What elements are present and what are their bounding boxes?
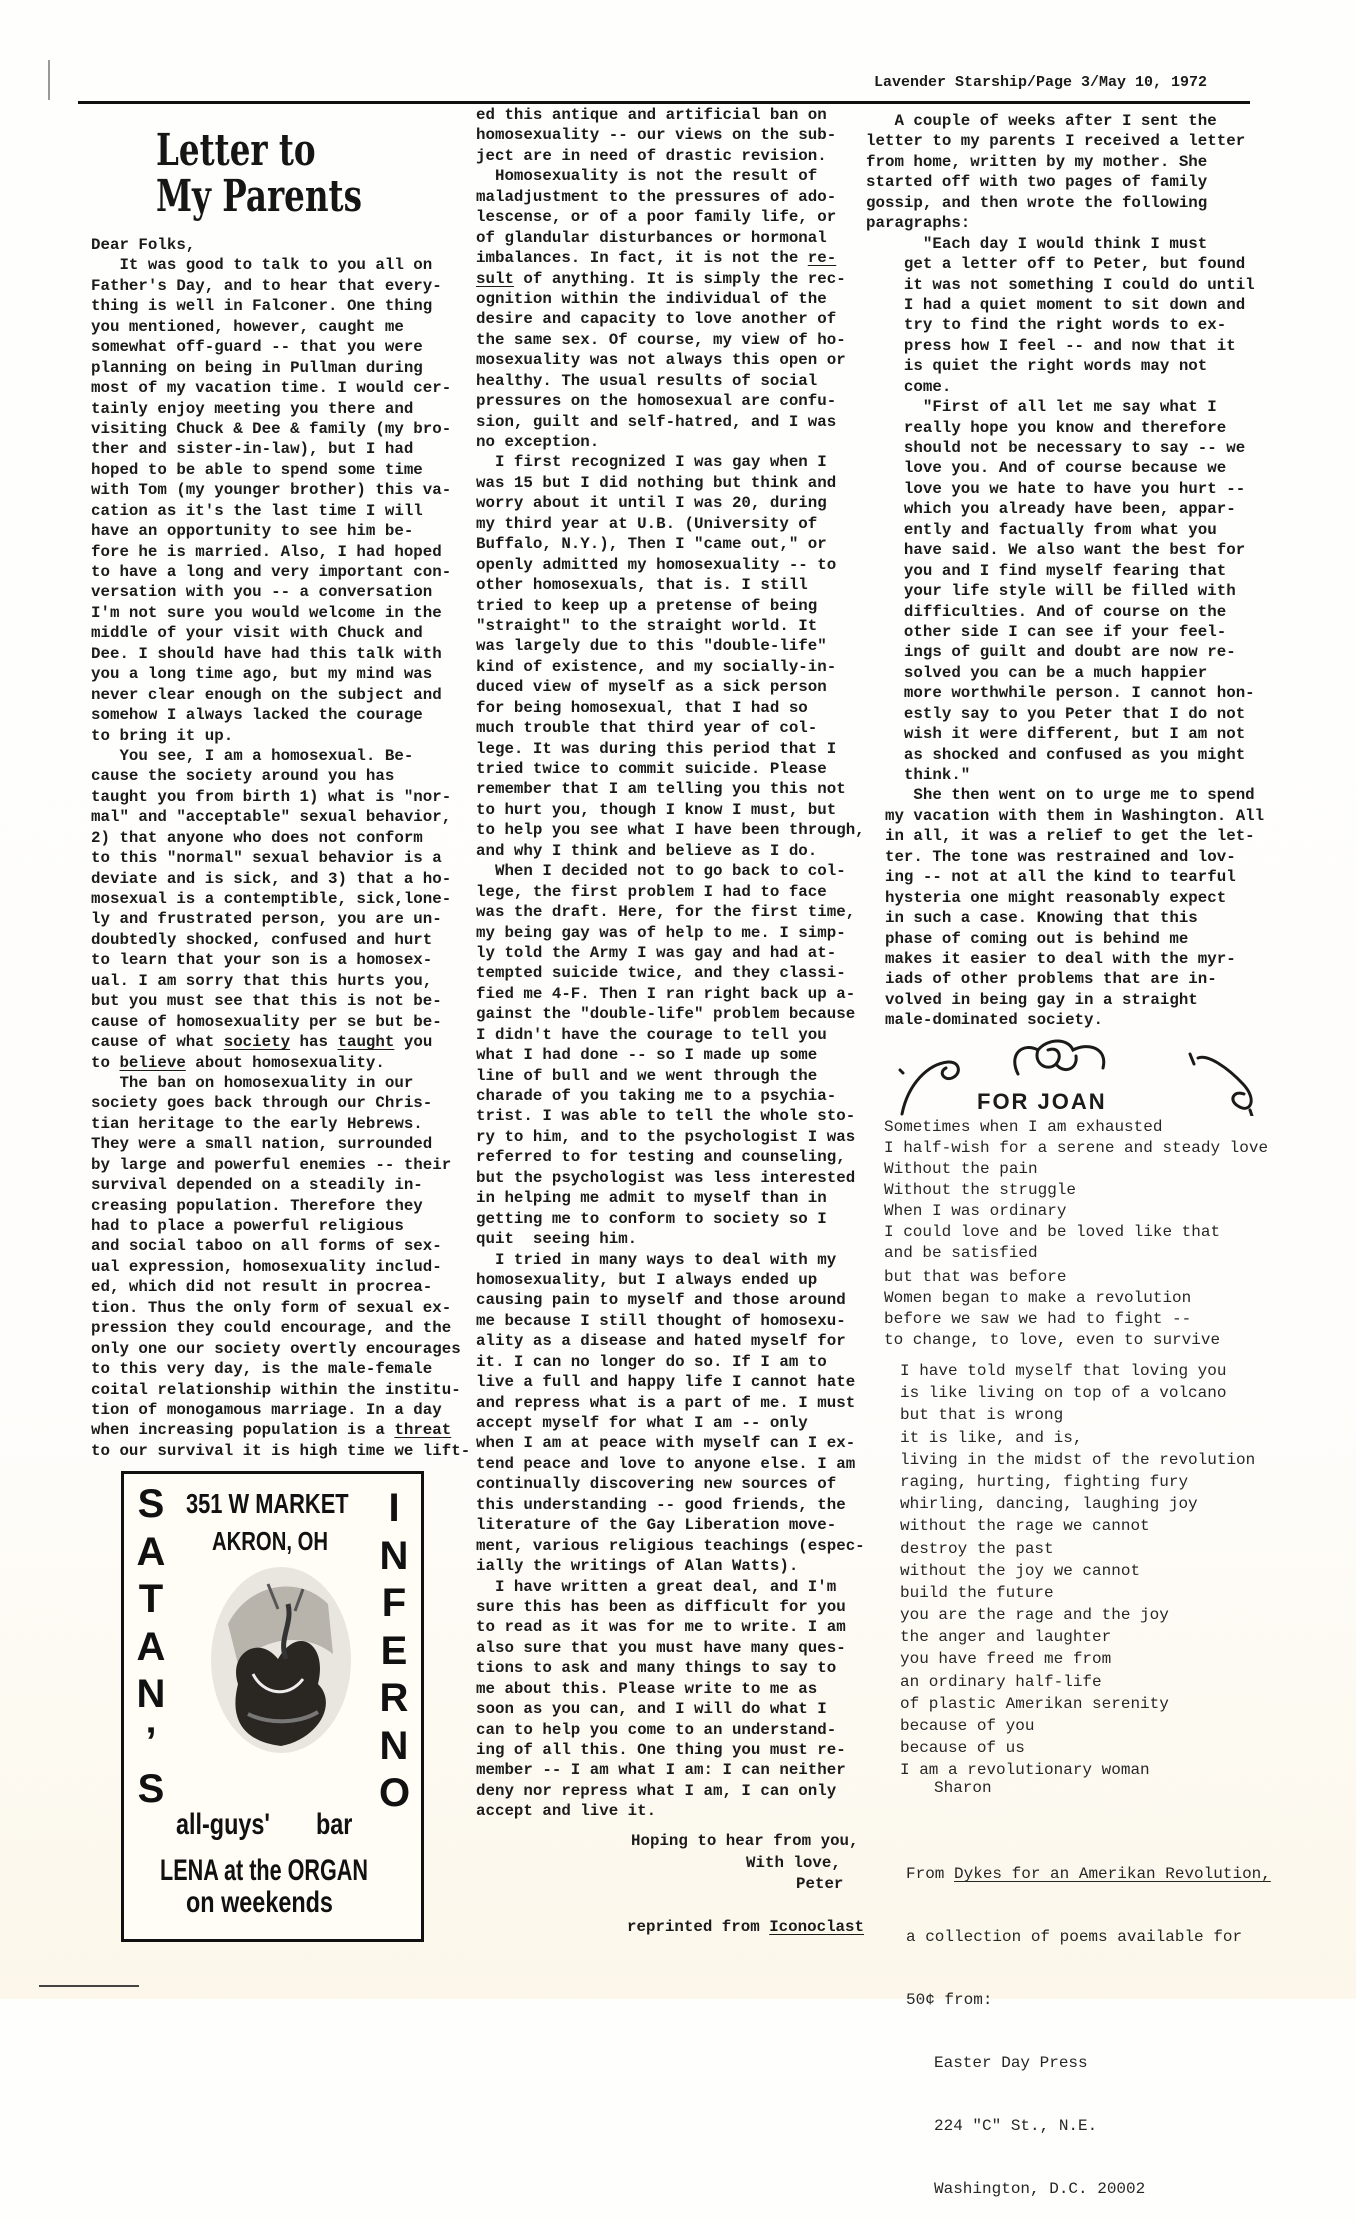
reply-line: male-dominated society.: [866, 1011, 1103, 1030]
poem-line: because of us: [900, 1739, 1025, 1758]
letter-line: tried twice to commit suicide. Please: [476, 760, 827, 778]
letter-line: I first recognized I was gay when I: [476, 453, 827, 472]
letter-line: to this "normal" sexual behavior is a: [91, 849, 442, 868]
underlined-word: believe: [119, 1053, 186, 1072]
letter-line: soon as you can, and I will do what I: [476, 1700, 827, 1719]
letter-line: ther and sister-in-law), but I had: [91, 440, 414, 459]
poem-line: Women began to make a revolution: [884, 1289, 1192, 1307]
poem-line: build the future: [900, 1583, 1054, 1602]
ad-left-letter: N: [136, 1672, 166, 1716]
reprint-credit-prefix: reprinted from: [627, 1918, 770, 1936]
reply-line: get a letter off to Peter, but found: [866, 255, 1246, 274]
letter-line: ual. I am sorry that this hurts you,: [91, 971, 433, 990]
ad-left-letter: ’: [145, 1719, 157, 1764]
underlined-word: threat: [394, 1421, 452, 1440]
letter-line: visiting Chuck & Dee & family (my bro-: [91, 419, 452, 438]
letter-line: sure this has been as difficult for you: [476, 1597, 846, 1616]
letter-line: tions to ask and many things to say to: [476, 1659, 837, 1678]
letter-line: tion. Thus the only form of sexual ex-: [91, 1298, 452, 1317]
letter-line: You see, I am a homosexual. Be-: [91, 746, 414, 765]
reply-line: She then went on to urge me to spend: [866, 786, 1255, 805]
ad-left-letter: S: [137, 1767, 165, 1811]
reply-line: come.: [866, 377, 952, 396]
letter-line: hoped to be able to spend some time: [91, 460, 423, 479]
letter-line: society goes back through our Chris-: [91, 1094, 433, 1113]
poem-line: I have told myself that loving you: [900, 1362, 1227, 1380]
poem-line: and be satisfied: [884, 1244, 1038, 1262]
reply-line: ently and factually from what you: [866, 520, 1217, 539]
letter-line: deviate and is sick, and 3) that a ho-: [91, 869, 452, 888]
reply-line: love you we hate to have you hurt --: [866, 479, 1246, 498]
reply-line: estly say to you Peter that I do not: [866, 704, 1246, 723]
ad-street: 351 W MARKET: [186, 1488, 349, 1519]
letter-line: survival depended on a steadily in-: [91, 1176, 423, 1195]
letter-line: versation with you -- a conversation: [91, 583, 433, 602]
letter-line: pression they could encourage, and the: [91, 1319, 452, 1338]
poem-author: Sharon: [934, 1779, 992, 1797]
reply-line: you and I find myself fearing that: [866, 561, 1227, 580]
poem-line: but that was before: [884, 1268, 1067, 1286]
poem-line: because of you: [900, 1717, 1035, 1735]
letter-line: to hurt you, though I know I must, but: [476, 800, 837, 819]
letter-line: was largely due to this "double-life": [476, 637, 827, 656]
letter-line: ly told the Army I was gay and had at-: [476, 943, 837, 962]
letter-line: ual expression, homosexuality includ-: [91, 1257, 442, 1276]
reply-line: phase of coming out is behind me: [866, 929, 1189, 948]
underlined-word: sult: [476, 269, 514, 288]
text-segment: has: [290, 1033, 338, 1052]
letter-line: deny nor repress what I am, I can only: [476, 1781, 837, 1800]
ad-right-letter: E: [380, 1628, 408, 1673]
reply-line: iads of other problems that are in-: [866, 970, 1217, 989]
letter-line: I tried in many ways to deal with my: [476, 1250, 837, 1269]
letter-closing: Hoping to hear from you,: [631, 1832, 859, 1850]
letter-line: tion of monogamous marriage. In a day: [91, 1400, 442, 1419]
letter-line: what I had done -- so I made up some: [476, 1046, 818, 1065]
letter-line: accept myself for what I am -- only: [476, 1414, 808, 1432]
ad-vertical-name-left: [136, 1484, 166, 1817]
reply-line: think.": [866, 766, 971, 784]
letter-line: I'm not sure you would welcome in the: [91, 603, 442, 622]
reply-line: gossip, and then wrote the following: [866, 193, 1208, 212]
letter-line: and social taboo on all forms of sex-: [91, 1237, 442, 1256]
letter-line: to bring it up.: [91, 726, 234, 745]
poem-source-line2: a collection of poems available for: [906, 1928, 1243, 1946]
letter-line: creasing population. Therefore they: [91, 1196, 423, 1215]
poem-line: I am a revolutionary woman: [900, 1761, 1150, 1780]
text-segment: when increasing population is a: [91, 1421, 395, 1440]
ad-tagline-bar: bar: [316, 1808, 353, 1841]
publisher-name: Easter Day Press: [934, 2054, 1088, 2072]
poem-line: without the joy we cannot: [900, 1561, 1141, 1580]
reply-line: in all, it was a relief to get the let-: [866, 827, 1255, 846]
letter-line: have an opportunity to see him be-: [91, 522, 414, 541]
page-edge-mark: [39, 1985, 139, 1987]
letter-line: other homosexuals, that is. I still: [476, 576, 808, 595]
letter-line: lescense, or of a poor family life, or: [476, 208, 837, 227]
poem-title: FOR JOAN: [977, 1089, 1107, 1114]
letter-line: When I decided not to go back to col-: [476, 862, 846, 881]
letter-line: to learn that your son is a homosex-: [91, 951, 433, 970]
article-title-line2: My Parents: [156, 171, 362, 222]
letter-line: [91, 1420, 470, 1440]
reply-line: from home, written by my mother. She: [866, 152, 1208, 171]
reply-line: in such a case. Knowing that this: [866, 909, 1198, 928]
letter-line: [91, 1032, 470, 1052]
text-segment: of anything. It is simply the rec-: [513, 269, 846, 288]
letter-line: this understanding -- good friends, the: [476, 1495, 846, 1514]
poem-stanza-2: [884, 1267, 1220, 1351]
poem-line: I could love and be loved like that: [884, 1223, 1221, 1241]
letter-line: in helping me admit to myself than in: [476, 1189, 827, 1208]
letter-line: tried to keep up a pretense of being: [476, 596, 818, 615]
reply-line: makes it easier to deal with the myr-: [866, 949, 1236, 968]
reprint-source: Iconoclast: [769, 1918, 864, 1936]
poem-line: you have freed me from: [900, 1650, 1112, 1669]
letter-line: much trouble that third year of col-: [476, 719, 818, 738]
letter-line: duced view of myself as a sick person: [476, 678, 827, 697]
letter-line: I have written a great deal, and I'm: [476, 1577, 837, 1596]
reply-line: started off with two pages of family: [866, 173, 1208, 192]
letter-line: planning on being in Pullman during: [91, 358, 423, 377]
letter-line: ment, various religious teachings (espec-: [476, 1536, 865, 1555]
masthead: Lavender Starship/Page 3/May 10, 1972: [874, 74, 1208, 91]
reply-line: ing -- not at all the kind to tearful: [866, 868, 1236, 887]
letter-line: literature of the Gay Liberation move-: [476, 1516, 837, 1535]
letter-line: quit seeing him.: [476, 1230, 638, 1249]
letter-line: ry to him, and to the psychologist I was: [476, 1127, 856, 1146]
reply-line: wish it were different, but I am not: [866, 725, 1246, 744]
reply-line: as shocked and confused as you might: [866, 745, 1246, 764]
letter-line: no exception.: [476, 433, 600, 451]
header-rule: [78, 101, 1250, 104]
reply-line: other side I can see if your feel-: [866, 622, 1227, 641]
letter-column-2: [476, 105, 865, 1822]
reply-line: try to find the right words to ex-: [866, 316, 1227, 335]
reply-line: difficulties. And of course on the: [866, 602, 1227, 621]
reply-column: [866, 111, 1264, 1031]
letter-line: but you must see that this is not be-: [91, 992, 442, 1011]
letter-line: lege. It was during this period that I: [476, 739, 837, 758]
letter-line: it. I can no longer do so. If I am to: [476, 1352, 827, 1371]
letter-line: [476, 248, 865, 268]
letter-line: by large and powerful enemies -- their: [91, 1155, 452, 1174]
ad-left-letter: S: [137, 1482, 165, 1526]
letter-line: can to help you come to an understand-: [476, 1720, 837, 1739]
letter-line: referred to for testing and counseling,: [476, 1148, 846, 1167]
letter-signature: Peter: [796, 1875, 844, 1893]
ad-right-letter: R: [379, 1676, 409, 1720]
article-title-line1: Letter to: [156, 125, 316, 176]
ad-schedule: on weekends: [186, 1886, 333, 1919]
reply-line: is quiet the right words may not: [866, 357, 1208, 376]
letter-line: live a full and happy life I cannot hate: [476, 1373, 856, 1392]
reply-line: paragraphs:: [866, 214, 971, 233]
poem-line: before we saw we had to fight --: [884, 1310, 1192, 1328]
underlined-word: society: [223, 1033, 291, 1052]
letter-line: and repress what is a part of me. I must: [476, 1393, 856, 1412]
letter-line: middle of your visit with Chuck and: [91, 624, 423, 643]
underlined-word: taught: [337, 1033, 395, 1052]
letter-line: cause of homosexuality per se but be-: [91, 1012, 442, 1031]
letter-column-1: [91, 235, 470, 1461]
poem-line: is like living on top of a volcano: [900, 1384, 1227, 1403]
letter-line: with Tom (my younger brother) this va-: [91, 481, 452, 500]
letter-line: tend peace and love to anyone else. I am: [476, 1454, 856, 1473]
letter-line: ject are in need of drastic revision.: [476, 146, 827, 165]
letter-line: "straight" to the straight world. It: [476, 616, 818, 635]
letter-line: cause the society around you has: [91, 767, 395, 786]
letter-line: line of bull and we went through the: [476, 1066, 818, 1085]
letter-line: mosexuality was not always this open or: [476, 351, 846, 370]
letter-line: ed, which did not result in procrea-: [91, 1278, 433, 1297]
letter-line: fore he is married. Also, I had hoped: [91, 542, 442, 561]
letter-line: ially the writings of Alan Watts).: [476, 1557, 799, 1576]
letter-line: somehow I always lacked the courage: [91, 706, 423, 725]
letter-line: but the psychologist was less interested: [476, 1168, 856, 1187]
letter-line: pressures on the homosexual are confu-: [476, 392, 837, 411]
page-edge-mark: [48, 60, 50, 100]
poem-line: I half-wish for a serene and steady love: [884, 1139, 1269, 1157]
poem-source: [906, 1822, 1271, 2221]
letter-line: also sure that you must have many ques-: [476, 1638, 846, 1657]
letter-line: tempted suicide twice, and they classi-: [476, 964, 846, 983]
poem-line: Without the struggle: [884, 1181, 1077, 1199]
letter-line: of glandular disturbances or hormonal: [476, 228, 827, 247]
letter-line: charade of you taking me to a psychia-: [476, 1087, 837, 1105]
ad-right-letter: O: [379, 1771, 411, 1815]
letter-line: me about this. Please write to me as: [476, 1679, 818, 1698]
letter-line: was the draft. Here, for the first time,: [476, 903, 856, 922]
letter-line: Dear Folks,: [91, 236, 196, 254]
poem-line: Sometimes when I am exhausted: [884, 1118, 1163, 1136]
letter-line: gainst the "double-life" problem because: [476, 1005, 856, 1024]
letter-line: to help you see what I have been through,: [476, 821, 865, 840]
letter-line: Dee. I should have had this talk with: [91, 644, 442, 663]
reply-line: ter. The tone was restrained and lov-: [866, 847, 1236, 866]
letter-line: kind of existence, and my socially-in-: [476, 657, 837, 676]
letter-valediction: With love,: [746, 1854, 841, 1872]
letter-line: trist. I was able to tell the whole sto-: [476, 1107, 856, 1126]
letter-line: Homosexuality is not the result of: [476, 167, 818, 186]
letter-line: my third year at U.B. (University of: [476, 514, 818, 533]
reply-line: "Each day I would think I must: [866, 234, 1208, 253]
poem-line: to change, to love, even to survive: [884, 1331, 1221, 1349]
letter-line: remember that I am telling you this not: [476, 780, 846, 799]
letter-line: you mentioned, however, caught me: [91, 317, 404, 336]
letter-line: me because I still thought of homosexu-: [476, 1311, 846, 1330]
letter-line: [476, 269, 865, 289]
letter-line: openly admitted my homosexuality -- to: [476, 555, 837, 574]
letter-line: ality as a disease and hated myself for: [476, 1332, 846, 1351]
ad-left-letter: A: [136, 1624, 166, 1669]
letter-line: the same sex. Of course, my view of ho-: [476, 330, 846, 349]
reply-line: press how I feel -- and now that it: [866, 336, 1236, 355]
poem-source-prefix: From: [906, 1865, 955, 1883]
reprint-credit: [627, 1918, 864, 1936]
letter-line: most of my vacation time. I would cer-: [91, 379, 452, 398]
dragon-illustration: [208, 1564, 354, 1756]
poem-line: but that is wrong: [900, 1406, 1064, 1425]
letter-line: you a long time ago, but my mind was: [91, 665, 433, 684]
poem-line: of plastic Amerikan serenity: [900, 1694, 1169, 1713]
letter-line: my being gay was of help to me. I simp-: [476, 923, 846, 942]
reply-line: should not be necessary to say -- we: [866, 439, 1246, 457]
reply-line: letter to my parents I received a letter: [866, 132, 1246, 151]
ad-vertical-name-right: [379, 1488, 409, 1821]
letter-line: tian heritage to the early Hebrews.: [91, 1114, 423, 1133]
reply-line: volved in being gay in a straight: [866, 990, 1198, 1009]
letter-line: accept and live it.: [476, 1802, 657, 1821]
reply-line: it was not something I could do until: [866, 275, 1255, 294]
letter-line: tainly enjoy meeting you there and: [91, 399, 414, 418]
reply-line: have said. We also want the best for: [866, 541, 1246, 560]
reply-line: solved you can be a much happier: [866, 663, 1208, 682]
letter-line: ed this antique and artificial ban on: [476, 106, 827, 124]
poem-line: whirling, dancing, laughing joy: [900, 1495, 1198, 1514]
poem-line: destroy the past: [900, 1539, 1054, 1558]
letter-line: for being homosexual, that I had so: [476, 698, 808, 717]
text-segment: imbalances. In fact, it is not the: [476, 249, 808, 268]
letter-line: getting me to conform to society so I: [476, 1209, 827, 1228]
poem-line: the anger and laughter: [900, 1628, 1112, 1647]
underlined-word: re-: [807, 249, 837, 268]
letter-line: [91, 1053, 470, 1073]
poem-line: you are the rage and the joy: [900, 1606, 1169, 1625]
satans-inferno-ad: [121, 1471, 424, 1942]
letter-line: ognition within the individual of the: [476, 289, 827, 308]
letter-line: to read as it was for me to write. I am: [476, 1618, 846, 1637]
ad-entertainment: LENA at the ORGAN: [160, 1854, 369, 1887]
poem-line: an ordinary half-life: [900, 1672, 1102, 1691]
poem-line: without the rage we cannot: [900, 1517, 1150, 1536]
letter-line: mosexual is a contemptible, sick,lone-: [91, 890, 452, 908]
letter-line: healthy. The usual results of social: [476, 371, 818, 390]
letter-line: fied me 4-F. Then I ran right back up a-: [476, 984, 856, 1003]
ad-right-letter: N: [379, 1723, 409, 1768]
letter-line: mal" and "acceptable" sexual behavior,: [91, 808, 452, 827]
letter-line: to this very day, is the male-female: [91, 1360, 433, 1379]
letter-line: continually discovering new sources of: [476, 1475, 837, 1494]
reply-line: more worthwhile person. I cannot hon-: [866, 684, 1255, 703]
letter-line: homosexuality, but I always ended up: [476, 1270, 818, 1289]
reply-line: really hope you know and therefore: [866, 418, 1227, 437]
ad-city: AKRON, OH: [212, 1526, 329, 1556]
letter-line: member -- I am what I am: I can neither: [476, 1761, 846, 1780]
letter-line: had to place a powerful religious: [91, 1217, 404, 1235]
reply-line: my vacation with them in Washington. All: [866, 806, 1265, 825]
poem-source-price: 50¢ from:: [906, 1991, 993, 2009]
letter-line: was 15 but I did nothing but think and: [476, 473, 837, 492]
ad-left-letter: T: [138, 1577, 164, 1621]
letter-line: It was good to talk to you all on: [91, 256, 433, 275]
letter-line: worry about it until I was 20, during: [476, 494, 827, 513]
letter-line: desire and capacity to love another of: [476, 310, 837, 329]
text-segment: you: [394, 1033, 433, 1052]
letter-line: when I am at peace with myself can I ex-: [476, 1434, 856, 1453]
letter-line: to have a long and very important con-: [91, 563, 452, 581]
letter-line: sion, guilt and self-hatred, and I was: [476, 412, 837, 431]
poem-stanza-3: [900, 1360, 1255, 1782]
publisher-address-2: Washington, D.C. 20002: [934, 2180, 1146, 2198]
publisher-address-1: 224 "C" St., N.E.: [934, 2117, 1098, 2135]
poem-line: raging, hurting, fighting fury: [900, 1472, 1189, 1491]
letter-line: The ban on homosexuality in our: [91, 1073, 414, 1092]
poem-line: living in the midst of the revolution: [900, 1450, 1256, 1469]
poem-line: Without the pain: [884, 1160, 1038, 1178]
text-segment: to: [91, 1053, 120, 1072]
letter-line: taught you from birth 1) what is "nor-: [91, 787, 452, 806]
letter-line: causing pain to myself and those around: [476, 1291, 846, 1310]
letter-line: ly and frustrated person, you are un-: [91, 910, 442, 929]
ad-left-letter: A: [136, 1529, 166, 1574]
letter-line: to our survival it is high time we lift-: [91, 1441, 471, 1460]
letter-line: They were a small nation, surrounded: [91, 1135, 433, 1154]
text-segment: cause of what: [91, 1033, 224, 1052]
poem-stanza-1: [884, 1117, 1268, 1264]
letter-line: doubtedly shocked, confused and hurt: [91, 930, 433, 949]
ad-right-letter: F: [381, 1581, 407, 1625]
letter-line: lege, the first problem I had to face: [476, 882, 827, 901]
letter-line: homosexuality -- our views on the sub-: [476, 126, 837, 145]
poem-source-book: Dykes for an Amerikan Revolution,: [954, 1865, 1271, 1883]
text-segment: about homosexuality.: [185, 1053, 385, 1072]
poem-line: When I was ordinary: [884, 1202, 1067, 1220]
ad-right-letter: N: [379, 1533, 409, 1578]
reply-line: hysteria one might reasonably expect: [866, 888, 1227, 907]
ad-tagline-guys: all-guys': [176, 1808, 270, 1841]
reply-line: I had a quiet moment to sit down and: [866, 295, 1246, 314]
letter-line: cation as it's the last time I will: [91, 501, 423, 520]
letter-line: and why I think and believe as I do.: [476, 841, 818, 860]
letter-line: never clear enough on the subject and: [91, 685, 442, 704]
letter-line: I didn't have the courage to tell you: [476, 1025, 827, 1044]
letter-line: thing is well in Falconer. One thing: [91, 297, 433, 316]
ad-right-letter: I: [388, 1486, 400, 1530]
letter-line: only one our society overtly encourages: [91, 1339, 461, 1358]
reply-line: A couple of weeks after I sent the: [866, 112, 1217, 130]
letter-line: Father's Day, and to hear that every-: [91, 276, 442, 295]
poem-line: it is like, and is,: [900, 1428, 1083, 1447]
letter-line: Buffalo, N.Y.), Then I "came out," or: [476, 535, 827, 554]
letter-line: ing of all this. One thing you must re-: [476, 1741, 846, 1759]
letter-line: somewhat off-guard -- that you were: [91, 338, 423, 357]
reply-line: love you. And of course because we: [866, 459, 1227, 478]
reply-line: "First of all let me say what I: [866, 398, 1217, 417]
letter-line: 2) that anyone who does not conform: [91, 828, 423, 847]
reply-line: which you already have been, appar-: [866, 500, 1236, 519]
letter-line: coital relationship within the institu-: [91, 1380, 461, 1399]
reply-line: your life style will be filled with: [866, 582, 1236, 601]
letter-line: maladjustment to the pressures of ado-: [476, 187, 837, 206]
reply-line: ings of guilt and doubt are now re-: [866, 643, 1236, 662]
